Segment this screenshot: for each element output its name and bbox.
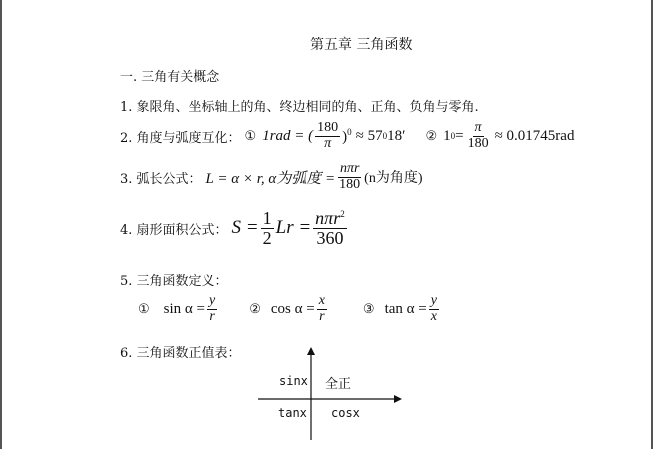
- quadrant-axes: [250, 344, 410, 444]
- circled-2: ②: [249, 301, 261, 317]
- fraction-npir-over-180: [337, 162, 362, 192]
- fraction-numerator: 180: [317, 120, 339, 135]
- formula-approx-deg: ≈ 57: [355, 127, 383, 144]
- fraction-denominator: 180: [467, 135, 489, 151]
- y-axis-arrow-icon: [307, 347, 315, 355]
- quadrant-1-label: 全正: [325, 377, 352, 392]
- fraction-npir2-over-360: [313, 209, 347, 248]
- chapter-title: 第五章 三角函数: [310, 37, 413, 53]
- fraction-one-half: [261, 209, 274, 248]
- fraction-denominator: π: [324, 135, 332, 151]
- cos-def: cos α =: [270, 300, 315, 317]
- item-3-label: 3. 弧长公式：: [120, 171, 202, 187]
- formula-deg-lhs: 1: [443, 127, 451, 144]
- fraction-numerator: nπr: [339, 161, 360, 176]
- x-axis-arrow-icon: [394, 395, 402, 403]
- fraction-denominator: 180: [339, 176, 361, 192]
- fraction-denominator: 360: [316, 227, 344, 248]
- item-6: 6. 三角函数正值表：: [120, 346, 241, 361]
- fraction-x-over-r: $\frac{x}{r}$: [318, 293, 325, 324]
- item-4-label: 4. 扇形面积公式：: [120, 222, 228, 238]
- formula-approx-min: 18′: [387, 127, 406, 144]
- fraction-numerator: 1: [262, 208, 272, 228]
- arc-length-formula: L = α × r, α为弧度 =: [205, 170, 336, 187]
- quadrant-3-label: tanx: [278, 406, 307, 420]
- sin-def: sin α =: [163, 300, 205, 317]
- circled-1: ①: [138, 301, 150, 317]
- tan-def: tan α =: [384, 300, 427, 317]
- circled-1: ①: [244, 128, 257, 144]
- formula-rad-lhs: 1rad = (: [262, 127, 314, 144]
- sector-area-mid: Lr =: [275, 217, 312, 239]
- formula-deg-eq: =: [455, 127, 464, 144]
- circled-3: ③: [362, 301, 375, 317]
- fraction-numerator: π: [474, 120, 482, 135]
- fraction-pi-over-180: [466, 121, 491, 151]
- sector-area-lhs: S =: [231, 217, 259, 239]
- left-border: [0, 0, 2, 449]
- circled-2: ②: [425, 128, 438, 144]
- item-2-label: 2. 角度与弧度互化：: [120, 130, 241, 146]
- quadrant-2-label: sinx: [279, 374, 308, 388]
- fraction-y-over-x: $\frac{y}{x}$: [430, 293, 437, 324]
- item-1: 1. 象限角、坐标轴上的角、终边相同的角、正角、负角与零角.: [120, 100, 479, 115]
- item-4: [120, 209, 349, 248]
- formula-deg-rhs: ≈ 0.01745rad: [494, 127, 575, 144]
- arc-length-note: (n为角度): [364, 171, 423, 187]
- quadrant-4-label: cosx: [331, 406, 360, 420]
- item-2: 2. 角度与弧度互化： ① 1rad = ( $\frac{180}{\pi}$ )$^0$ ≈ 57 0 18′ ② 1 0 = $\frac{\pi}{180}$ ≈ 0.01745rad: [120, 120, 575, 151]
- fraction-180-over-pi: [315, 121, 340, 151]
- section-heading: 一. 三角有关概念: [120, 70, 220, 85]
- fraction-numerator: nπr$^2$: [315, 208, 345, 228]
- item-5: 5. 三角函数定义：: [120, 274, 228, 289]
- trig-definitions: [138, 294, 441, 324]
- fraction-y-over-r: $\frac{y}{r}$: [208, 293, 216, 324]
- fraction-denominator: 2: [262, 227, 272, 248]
- item-3: [120, 162, 423, 192]
